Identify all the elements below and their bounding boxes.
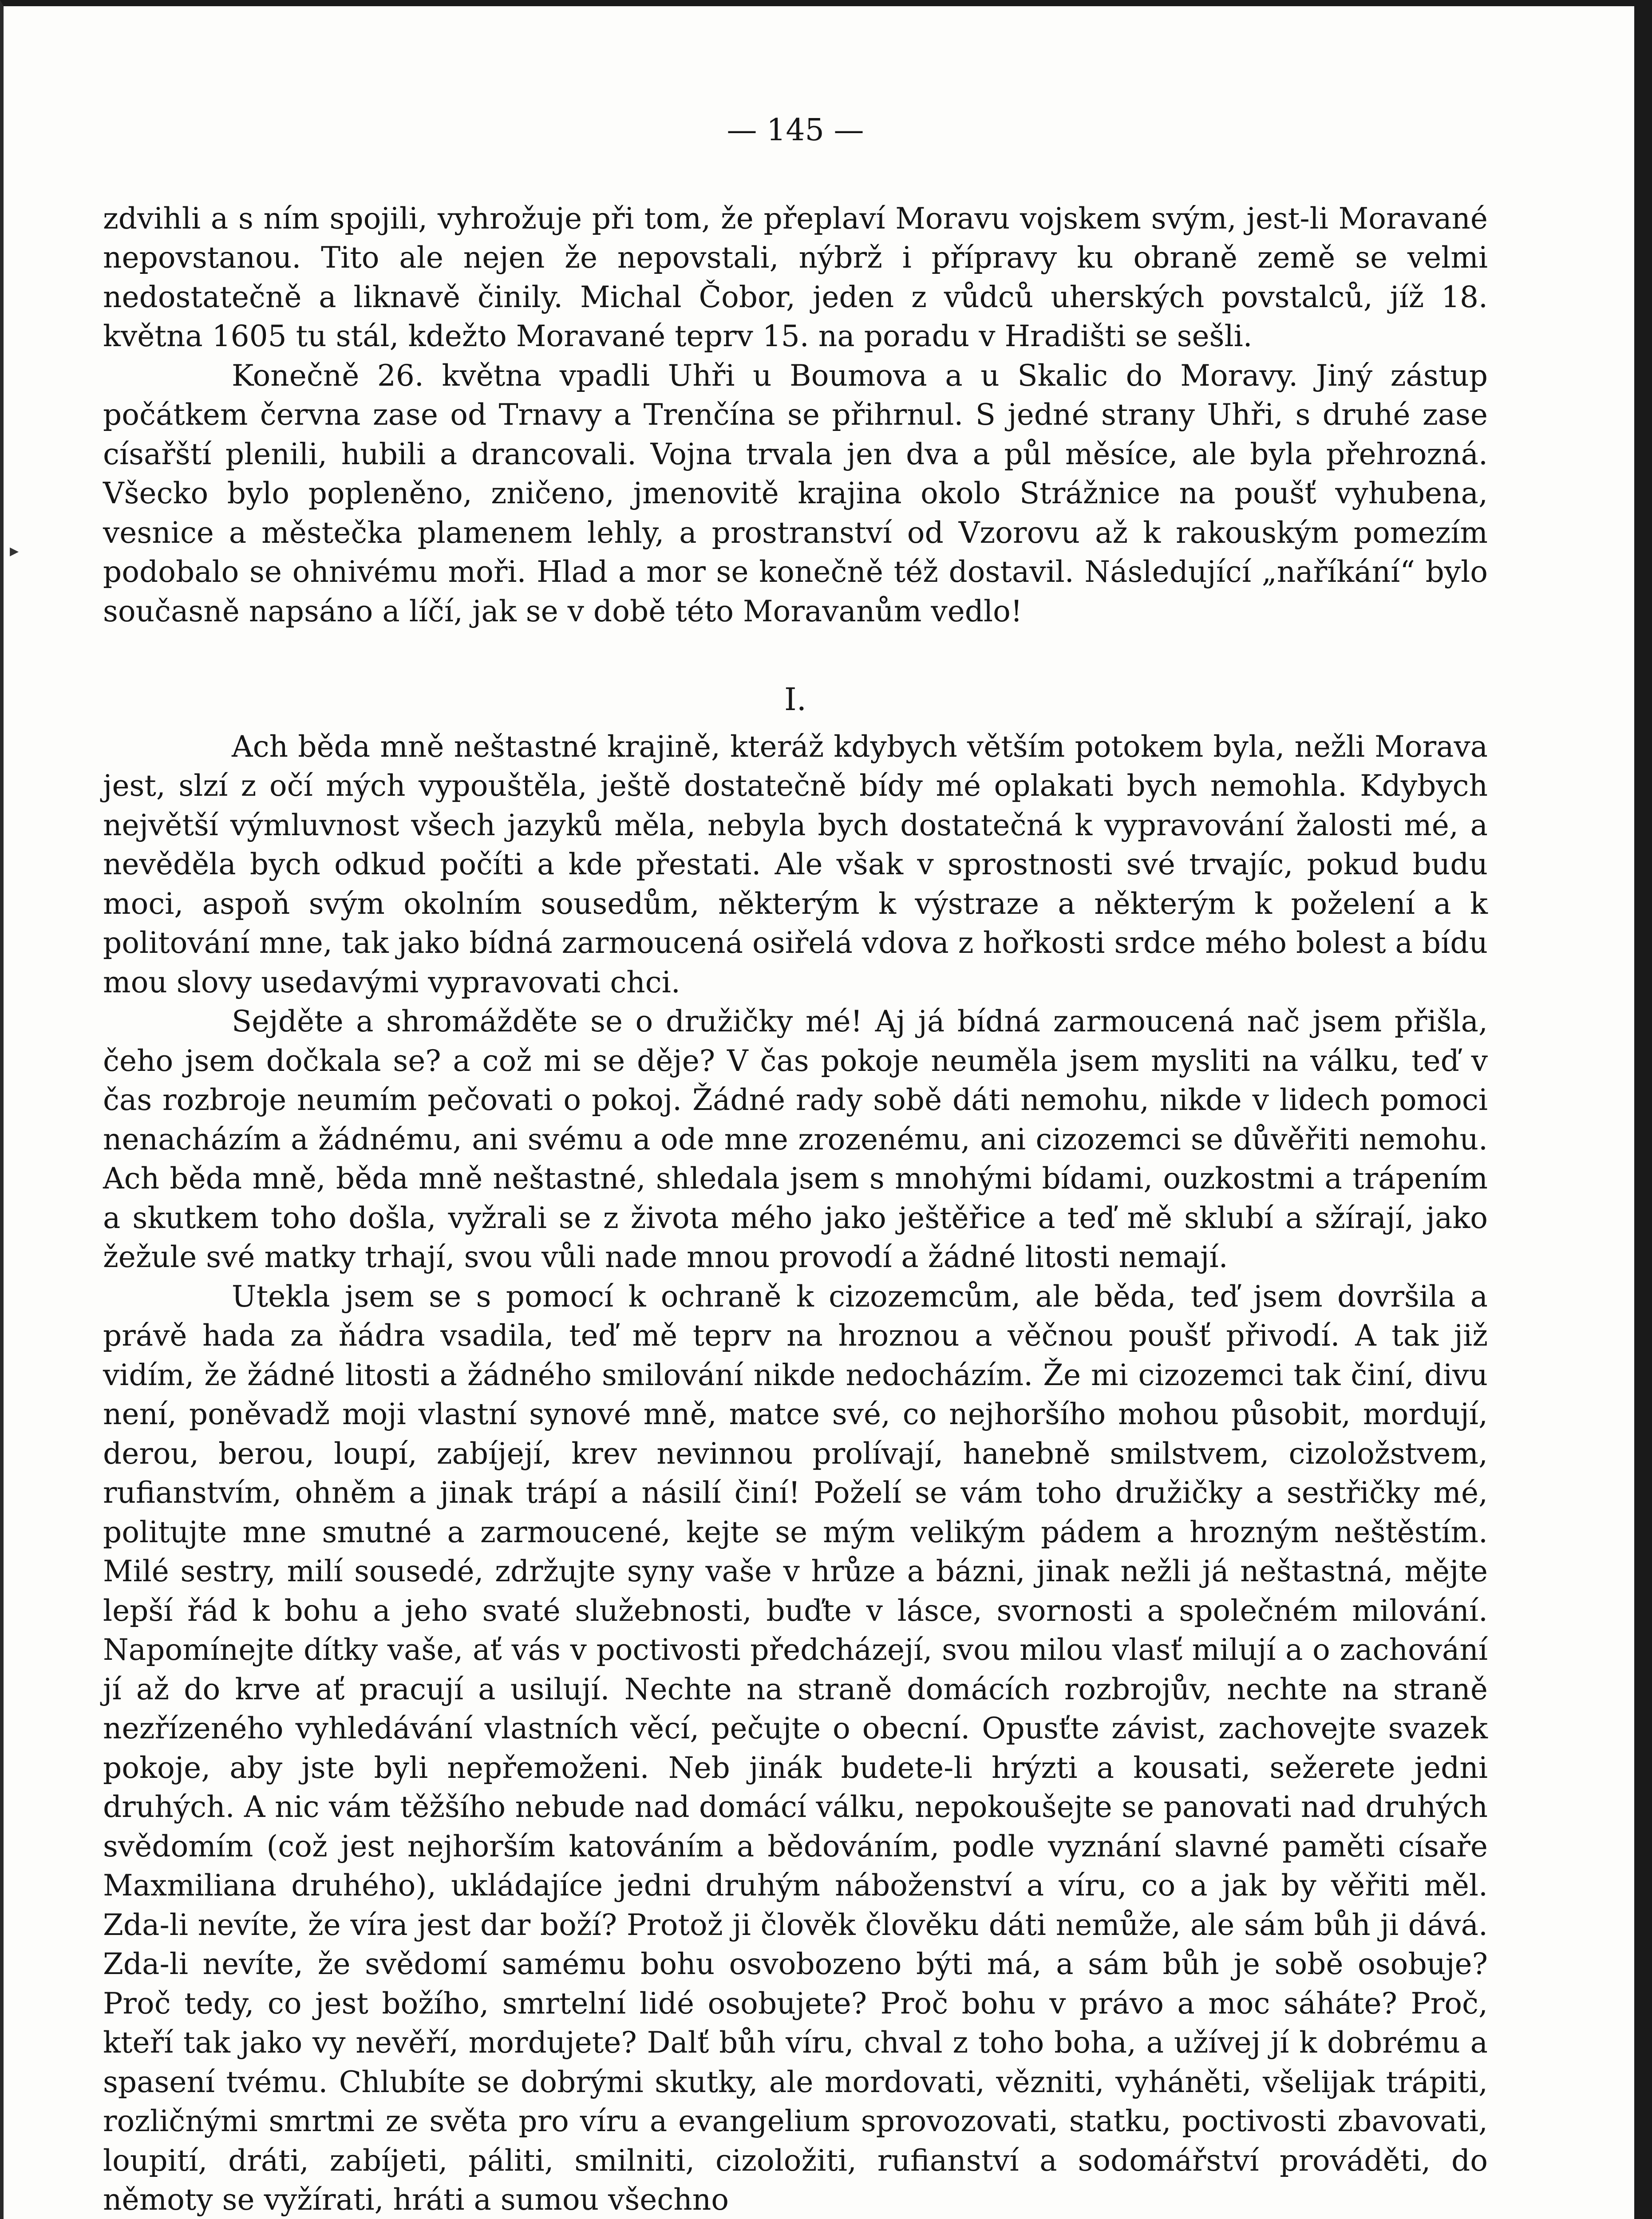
lament-paragraph-2: Sejděte a shromážděte se o družičky mé! Aj já bídná zarmoucená nač jsem přišla, čeho jsem dočkala se? a což mi se děje? V čas pokoje neuměla jsem mysliti na válku, teď v čas rozbroje neumím pečovati o pokoj. Žádné rady sobě dáti nemohu, nikde v lidech pomoci nenacházím a žádnému, ani svému a ode mne zrozenému, ani cizozemci se důvěřiti nemohu. Ach běda mně, běda mně neštastné, shledala jsem s mnohými bídami, ouzkostmi a trápením a skutkem toho došla, vyžrali se z života mého jako ještěřice a teď mě sklubí a sžírají, jako žežule své matky trhají, svou vůli nade mnou provodí a žádné litosti nemají. xyxy=(103,1004,1488,1274)
paragraph-invasion: Konečně 26. května vpadli Uhři u Boumova a u Skalic do Moravy. Jiný zástup počátkem června zase od Trnavy a Trenčína se přihrnul. S jedné strany Uhři, s druhé zase císařští plenili, hubili a drancovali. Vojna trvala jen dva a půl měsíce, ale byla přehrozná. Všecko bylo popleněno, zničeno, jmenovitě krajina okolo Strážnice na poušť vyhubena, vesnice a městečka plamenem lehly, a prostranství od Vzorovu až k rakouským pomezím podobalo se ohnivému moři. Hlad a mor se konečně též dostavil. Následující „naříkání“ bylo současně napsáno a líčí, jak se v době této Moravanům vedlo! xyxy=(103,358,1488,628)
paragraph-continuation: zdvihli a s ním spojili, vyhrožuje při tom, že přeplaví Moravu vojskem svým, jest-li Moravané nepovstanou. Tito ale nejen že nepovstali, nýbrž i přípravy ku obraně země se velmi nedostatečně a liknavě činily. Michal Čobor, jeden z vůdců uherských povstalců, jíž 18. května 1605 tu stál, kdežto Moravané teprv 15. na poradu v Hradišti se sešli. xyxy=(103,201,1488,353)
lament-paragraph-1: Ach běda mně neštastné krajině, kteráž kdybych větším potokem byla, nežli Morava jest, slzí z očí mých vypouštěla, ještě dostatečně bídy mé oplakati bych nemohla. Kdybych největší výmluvnost všech jazyků měla, nebyla bych dostatečná k vypravování žalosti mé, a nevěděla bych odkud počíti a kde přestati. Ale však v sprostnosti své trvajíc, pokud budu moci, aspoň svým okolním sousedům, některým k výstraze a některým k poželení a k politování mne, tak jako bídná zarmoucená osiřelá vdova z hořkosti srdce mého bolest a bídu mou slovy usedavými vypravovati chci. xyxy=(103,729,1488,999)
page-number: — 145 — xyxy=(727,113,864,148)
margin-mark: ▸ xyxy=(10,541,19,561)
section-heading: I. xyxy=(784,681,806,718)
lament-paragraph-3: Utekla jsem se s pomocí k ochraně k cizozemcům, ale běda, teď jsem dovršila a právě hada za ňádra vsadila, teď mě teprv na hroznou a věčnou poušť přivodí. A tak již vidím, že žádné litosti a žádného smilování nikde nedocházím. Že mi cizozemci tak činí, divu není, poněvadž moji vlastní synové mně, matce své, co nejhoršího mohou působit, mordují, derou, berou, loupí, zabíjejí, krev nevinnou prolívají, hanebně smilstvem, cizoložstvem, rufianstvím, ohněm a jinak trápí a násilí činí! Poželí se vám toho družičky a sestřičky mé, politujte mne smutné a zarmoucené, kejte se mým velikým pádem a hrozným neštěstím. Milé sestry, milí sousedé, zdržujte syny vaše v hrůze a bázni, jinak nežli já neštastná, mějte lepší řád k bohu a jeho svaté služebnosti, buďte v lásce, svornosti a společném milování. Napomínejte dítky vaše, ať vás v poctivosti předcházejí, svou milou vlasť milují a o zachování jí až do krve ať pracují a usilují. Nechte na straně domácích rozbrojův, nechte na straně nezřízeného vyhledávání vlastních věcí, pečujte o obecní. Opusťte závist, zachovejte svazek pokoje, aby jste byli nepřemoženi. Neb jinák budete-li hrýzti a kousati, sežerete jedni druhých. A nic vám těžšího nebude nad domácí válku, nepokoušejte se panovati nad druhých svědomím (což jest nejhorším katováním a bědováním, podle vyznání slavné paměti císaře Maxmiliana druhého), ukládajíce jedni druhým náboženství a víru, co a jak by věřiti měl. Zda-li nevíte, že víra jest dar boží? Protož ji člověk člověku dáti nemůže, ale sám bůh ji dává. Zda-li nevíte, že svědomí samému bohu osvobozeno býti má, a sám bůh je sobě osobuje? Proč tedy, co jest božího, smrtelní lidé osobujete? Proč bohu v právo a moc sáháte? Proč, kteří tak jako vy nevěří, mordujete? Dalť bůh víru, chval z toho boha, a užívej jí k dobrému a spasení tvému. Chlubíte se dobrými skutky, ale mordovati, vězniti, vyháněti, všelijak trápiti, rozličnými smrtmi ze světa pro víru a evangelium sprovozovati, statku, poctivosti zbavovati, loupití, dráti, zabíjeti, páliti, smilniti, cizoložiti, rufianství a sodomářství prováděti, do němoty se vyžírati, hráti a sumou všechno xyxy=(103,1279,1488,2217)
book-page xyxy=(103,111,1488,2219)
